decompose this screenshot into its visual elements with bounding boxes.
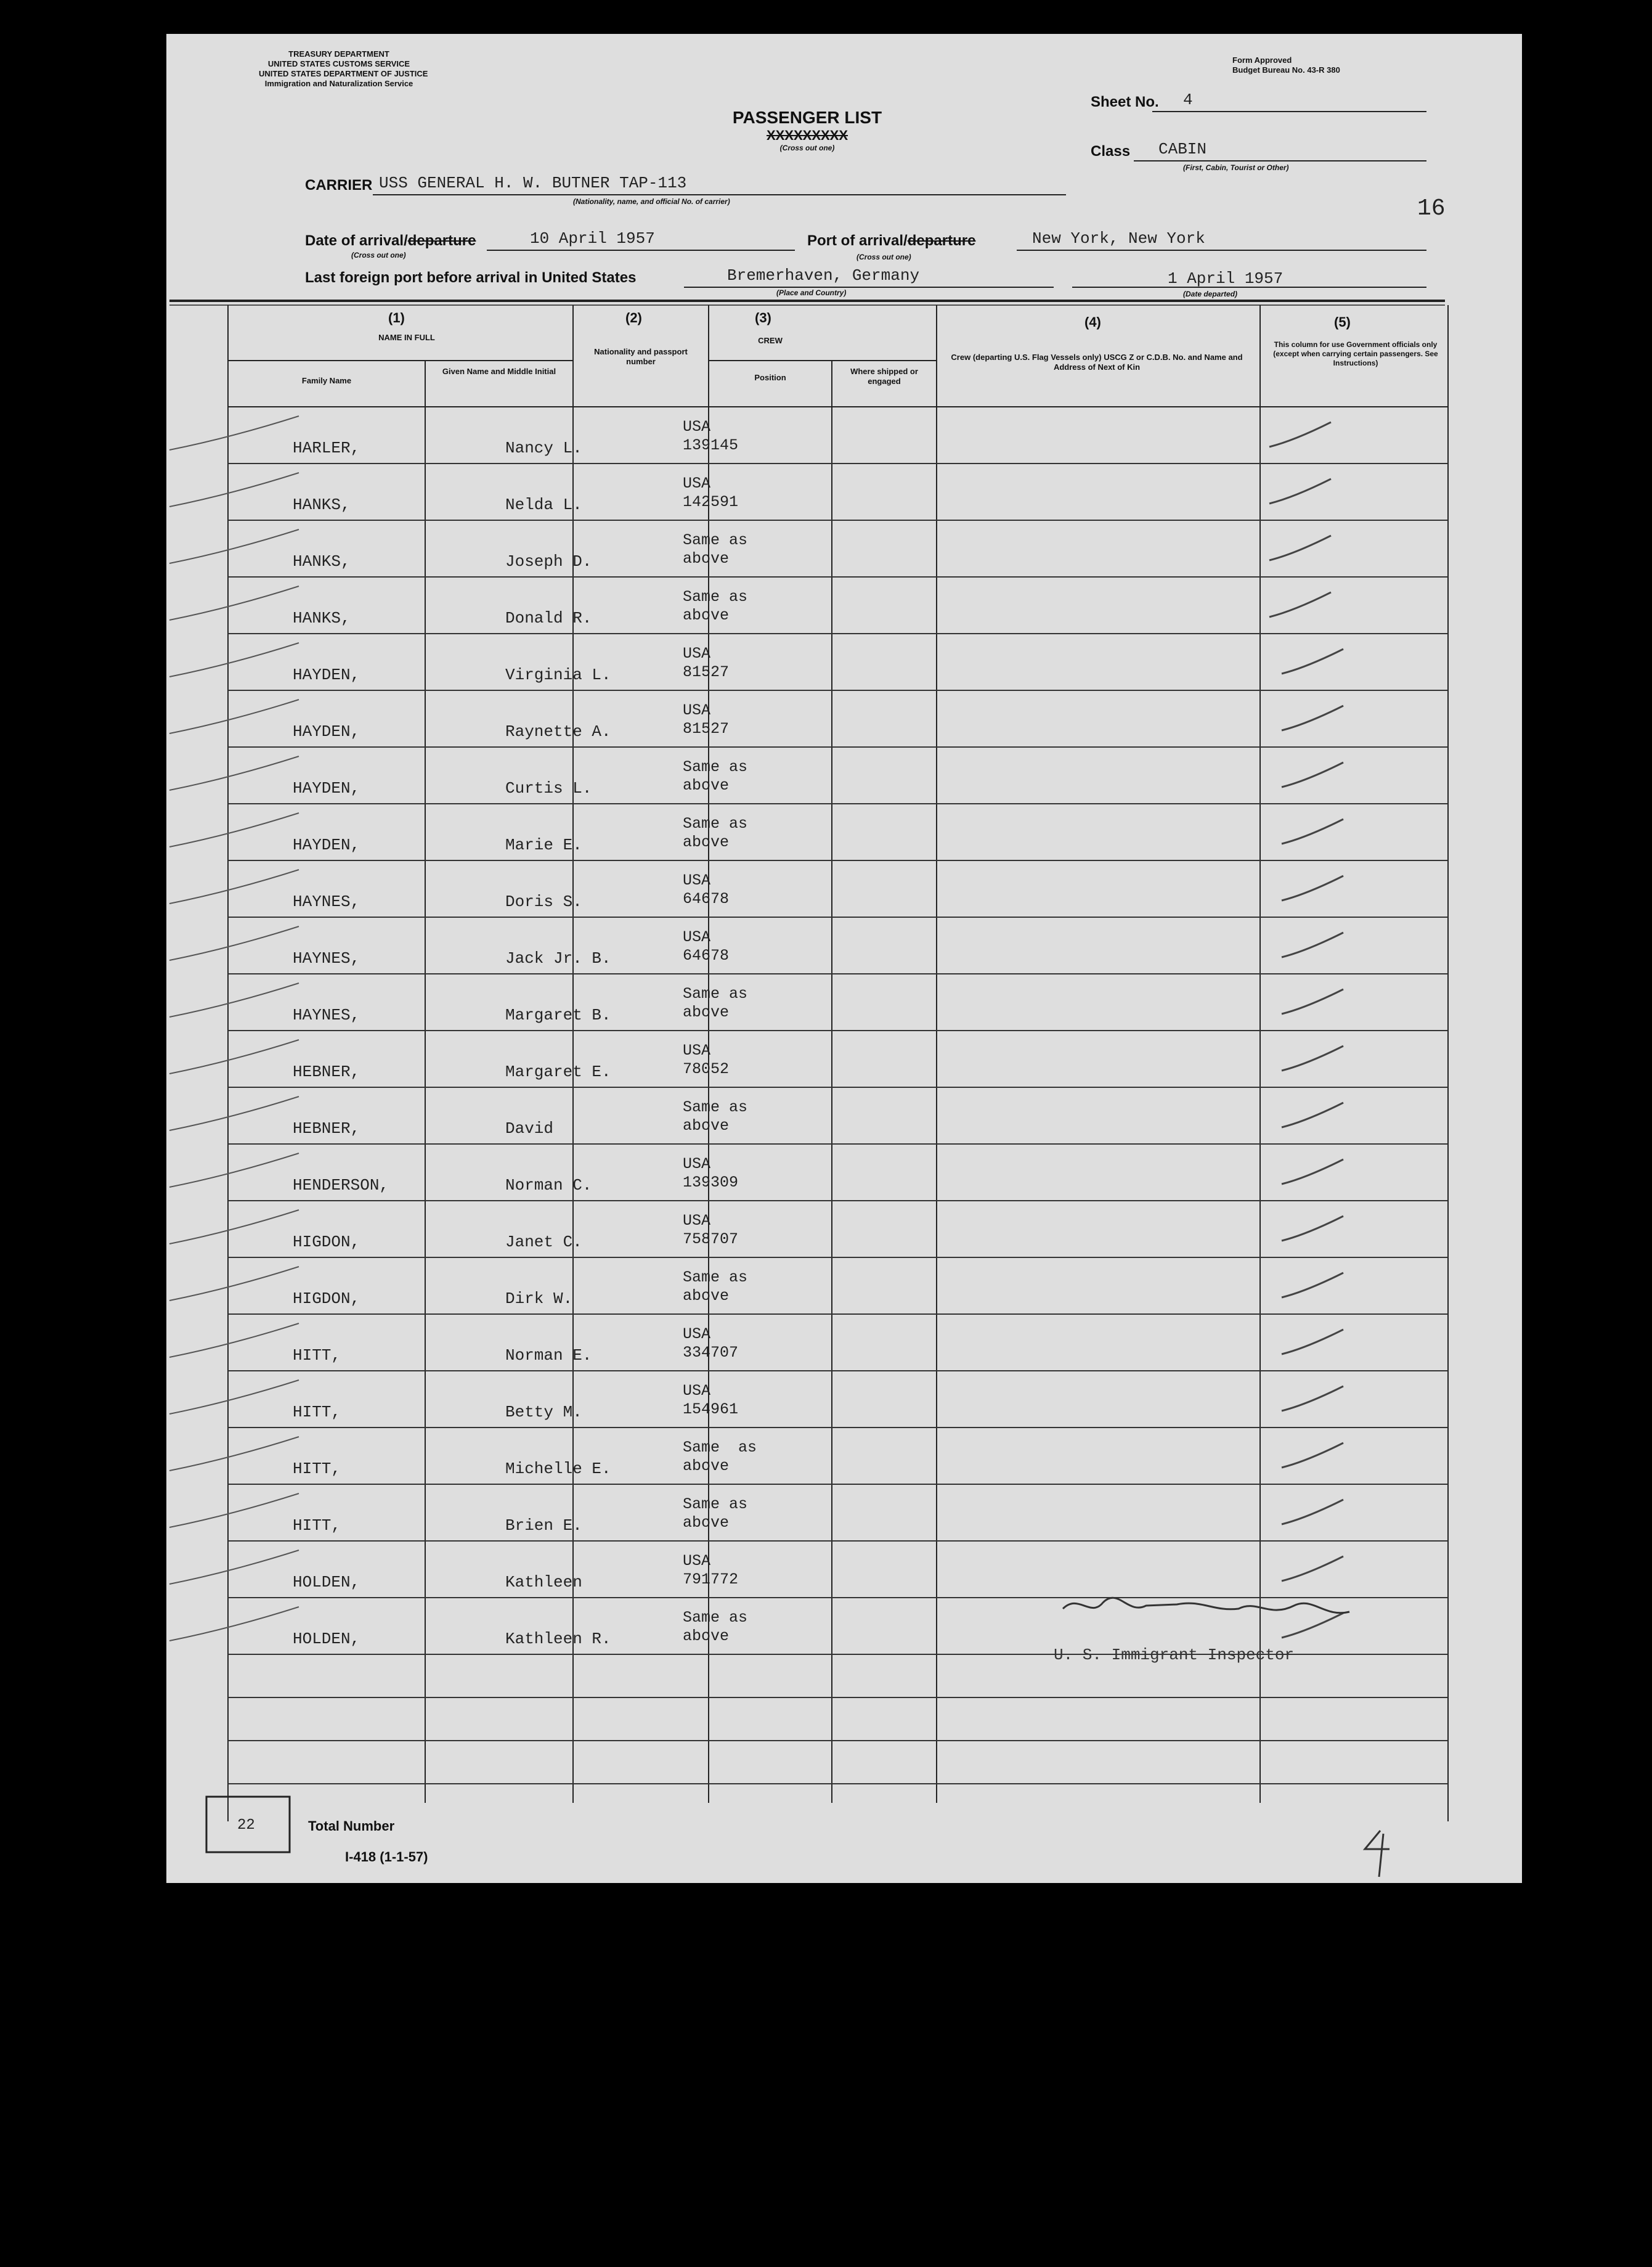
given-name: Raynette A. bbox=[505, 722, 611, 741]
passport-number: 139145 bbox=[683, 436, 739, 454]
col3b-header: Where shipped or engaged bbox=[850, 367, 918, 386]
inspector-check-mark bbox=[1282, 1273, 1343, 1297]
family-name: HAYDEN, bbox=[293, 779, 360, 798]
col5-number: (5) bbox=[1334, 314, 1351, 330]
given-name: Dirk W. bbox=[505, 1289, 573, 1308]
family-name: HEBNER, bbox=[293, 1119, 360, 1138]
family-name: HITT, bbox=[293, 1403, 341, 1421]
inspector-title: U. S. Immigrant Inspector bbox=[1054, 1646, 1295, 1664]
nationality: USA bbox=[683, 928, 711, 946]
inspector-check-mark bbox=[1269, 536, 1331, 560]
tally-slash bbox=[169, 529, 299, 563]
passport-number: above bbox=[683, 550, 730, 568]
tally-slash bbox=[169, 416, 299, 450]
passport-number: above bbox=[683, 1287, 730, 1305]
inspector-check-mark bbox=[1282, 1046, 1343, 1071]
tally-slash bbox=[169, 756, 299, 790]
passport-number: 78052 bbox=[683, 1060, 730, 1078]
passport-number: above bbox=[683, 1514, 730, 1532]
col5-header: This column for use Government officials only (except when carrying certain passengers. See Instructions) bbox=[1273, 340, 1438, 367]
passport-number: above bbox=[683, 833, 730, 851]
inspector-check-mark bbox=[1282, 876, 1343, 901]
given-name: Brien E. bbox=[505, 1516, 582, 1535]
given-name: Curtis L. bbox=[505, 779, 592, 798]
nationality: Same as bbox=[683, 815, 748, 833]
inspector-check-mark bbox=[1282, 1556, 1343, 1581]
nationality: USA bbox=[683, 701, 711, 719]
given-name: Margaret E. bbox=[505, 1063, 611, 1081]
carrier-value: USS GENERAL H. W. BUTNER TAP-113 bbox=[379, 174, 687, 192]
tally-slash bbox=[169, 926, 299, 960]
nationality: USA bbox=[683, 1382, 711, 1400]
inspector-check-mark bbox=[1282, 1613, 1343, 1638]
given-name: David bbox=[505, 1119, 554, 1138]
col1-title: NAME IN FULL bbox=[378, 333, 435, 342]
nationality: USA bbox=[683, 1552, 711, 1570]
inspector-check-mark bbox=[1282, 989, 1343, 1014]
col4-number: (4) bbox=[1084, 314, 1101, 330]
departed-note: (Date departed) bbox=[1183, 290, 1238, 298]
passport-number: 64678 bbox=[683, 890, 730, 908]
tally-slash bbox=[169, 586, 299, 620]
family-name: HARLER, bbox=[293, 439, 360, 457]
passport-number: 334707 bbox=[683, 1344, 739, 1362]
inspector-check-mark bbox=[1282, 819, 1343, 844]
nationality: USA bbox=[683, 418, 711, 436]
page-title: PASSENGER LIST bbox=[732, 108, 882, 127]
given-name: Jack Jr. B. bbox=[505, 949, 611, 968]
port-value: New York, New York bbox=[1032, 229, 1205, 248]
given-name: Janet C. bbox=[505, 1233, 582, 1251]
total-label: Total Number bbox=[308, 1818, 395, 1834]
given-name: Kathleen R. bbox=[505, 1630, 611, 1648]
family-name: HENDERSON, bbox=[293, 1176, 389, 1195]
given-name: Kathleen bbox=[505, 1573, 582, 1591]
family-name: HANKS, bbox=[293, 496, 351, 514]
inspector-check-mark bbox=[1282, 1500, 1343, 1524]
tally-slash bbox=[169, 870, 299, 904]
given-name: Margaret B. bbox=[505, 1006, 611, 1024]
col2-header: Nationality and passport number bbox=[594, 347, 688, 366]
family-name: HANKS, bbox=[293, 552, 351, 571]
passport-number: 64678 bbox=[683, 947, 730, 965]
inspector-check-mark bbox=[1269, 592, 1331, 617]
tally-slash bbox=[169, 1493, 299, 1527]
agency-line: UNITED STATES DEPARTMENT OF JUSTICE bbox=[259, 69, 428, 78]
family-name: HAYNES, bbox=[293, 893, 360, 911]
inspector-check-mark bbox=[1282, 1159, 1343, 1184]
family-name: HIGDON, bbox=[293, 1289, 360, 1308]
handwritten-four bbox=[1365, 1831, 1390, 1877]
tally-slash bbox=[169, 473, 299, 507]
col1b-header: Given Name and Middle Initial bbox=[442, 367, 556, 376]
nationality: USA bbox=[683, 1042, 711, 1060]
family-name: HAYDEN, bbox=[293, 722, 360, 741]
inspector-check-mark bbox=[1282, 1330, 1343, 1354]
inspector-check-mark bbox=[1282, 1216, 1343, 1241]
nationality: Same as bbox=[683, 1495, 748, 1513]
nationality: USA bbox=[683, 1212, 711, 1230]
col1a-header: Family Name bbox=[301, 376, 352, 385]
passport-number: 81527 bbox=[683, 720, 730, 738]
family-name: HAYNES, bbox=[293, 949, 360, 968]
title-struck: XXXXXXXXX bbox=[766, 128, 848, 143]
lastport-label: Last foreign port before arrival in United States bbox=[305, 269, 637, 286]
tally-slash bbox=[169, 813, 299, 847]
form-number: I-418 (1-1-57) bbox=[345, 1849, 428, 1865]
inspector-check-mark bbox=[1282, 762, 1343, 787]
inspector-check-mark bbox=[1282, 706, 1343, 730]
port-label: Port of arrival/departure bbox=[807, 232, 976, 249]
family-name: HOLDEN, bbox=[293, 1573, 360, 1591]
departed-value: 1 April 1957 bbox=[1168, 269, 1284, 288]
page-number: 16 bbox=[1417, 195, 1446, 222]
tally-slash bbox=[169, 1267, 299, 1301]
passport-number: above bbox=[683, 1117, 730, 1135]
tally-slash bbox=[169, 1210, 299, 1244]
nationality: Same as bbox=[683, 985, 748, 1003]
family-name: HAYDEN, bbox=[293, 666, 360, 684]
family-name: HEBNER, bbox=[293, 1063, 360, 1081]
family-name: HOLDEN, bbox=[293, 1630, 360, 1648]
inspector-check-mark bbox=[1282, 649, 1343, 674]
tally-slash bbox=[169, 643, 299, 677]
passport-number: above bbox=[683, 1627, 730, 1645]
sheet-label: Sheet No. bbox=[1091, 94, 1159, 110]
title-note: (Cross out one) bbox=[779, 144, 835, 152]
passport-number: 791772 bbox=[683, 1571, 739, 1588]
passport-number: 81527 bbox=[683, 663, 730, 681]
nationality: Same as bbox=[683, 588, 748, 606]
sheet-value: 4 bbox=[1183, 91, 1193, 109]
tally-slash bbox=[169, 1550, 299, 1584]
col1-number: (1) bbox=[388, 310, 405, 325]
given-name: Michelle E. bbox=[505, 1460, 611, 1478]
passport-number: above bbox=[683, 777, 730, 794]
family-name: HAYDEN, bbox=[293, 836, 360, 854]
family-name: HITT, bbox=[293, 1346, 341, 1365]
agency-line: Immigration and Naturalization Service bbox=[264, 79, 413, 88]
passport-number: 758707 bbox=[683, 1230, 739, 1248]
tally-slash bbox=[169, 1323, 299, 1357]
nationality: Same as bbox=[683, 758, 748, 776]
given-name: Nancy L. bbox=[505, 439, 582, 457]
tally-slash bbox=[169, 1153, 299, 1187]
form-approved-line: Budget Bureau No. 43-R 380 bbox=[1232, 65, 1340, 75]
inspector-signature bbox=[1063, 1598, 1349, 1613]
tally-slash bbox=[169, 1437, 299, 1471]
inspector-check-mark bbox=[1282, 1443, 1343, 1468]
nationality: Same as bbox=[683, 1439, 757, 1456]
agency-line: UNITED STATES CUSTOMS SERVICE bbox=[267, 59, 410, 68]
class-label: Class bbox=[1091, 143, 1131, 160]
given-name: Doris S. bbox=[505, 893, 582, 911]
col3-number: (3) bbox=[755, 310, 771, 325]
total-value: 22 bbox=[237, 1817, 255, 1834]
nationality: USA bbox=[683, 475, 711, 492]
given-name: Virginia L. bbox=[505, 666, 611, 684]
passport-number: 142591 bbox=[683, 493, 739, 511]
lastport-value: Bremerhaven, Germany bbox=[727, 266, 920, 285]
date-note: (Cross out one) bbox=[351, 251, 406, 259]
tally-slash bbox=[169, 1380, 299, 1414]
given-name: Nelda L. bbox=[505, 496, 582, 514]
passport-number: above bbox=[683, 607, 730, 624]
tally-slash bbox=[169, 1040, 299, 1074]
nationality: USA bbox=[683, 872, 711, 889]
tally-slash bbox=[169, 700, 299, 733]
nationality: USA bbox=[683, 645, 711, 663]
nationality: Same as bbox=[683, 1098, 748, 1116]
tally-slash bbox=[169, 1097, 299, 1130]
agency-line: TREASURY DEPARTMENT bbox=[288, 49, 389, 59]
carrier-note: (Nationality, name, and official No. of carrier) bbox=[573, 197, 730, 206]
col3a-header: Position bbox=[754, 373, 786, 382]
nationality: USA bbox=[683, 1325, 711, 1343]
given-name: Norman C. bbox=[505, 1176, 592, 1195]
nationality: Same as bbox=[683, 531, 748, 549]
col4-header: Crew (departing U.S. Flag Vessels only) USCG Z or C.D.B. No. and Name and Address of Next of Kin bbox=[951, 353, 1243, 372]
family-name: HAYNES, bbox=[293, 1006, 360, 1024]
family-name: HANKS, bbox=[293, 609, 351, 627]
given-name: Norman E. bbox=[505, 1346, 592, 1365]
given-name: Donald R. bbox=[505, 609, 592, 627]
passport-number: above bbox=[683, 1457, 730, 1475]
nationality: Same as bbox=[683, 1609, 748, 1627]
class-note: (First, Cabin, Tourist or Other) bbox=[1183, 163, 1289, 172]
inspector-check-mark bbox=[1269, 479, 1331, 504]
passport-number: above bbox=[683, 1003, 730, 1021]
tally-slash bbox=[169, 1607, 299, 1641]
inspector-check-mark bbox=[1282, 933, 1343, 957]
class-value: CABIN bbox=[1158, 140, 1207, 158]
passenger-list-sheet bbox=[166, 34, 1522, 1883]
col2-number: (2) bbox=[625, 310, 642, 325]
date-label: Date of arrival/departure bbox=[305, 232, 476, 249]
given-name: Betty M. bbox=[505, 1403, 582, 1421]
nationality: USA bbox=[683, 1155, 711, 1173]
col3-title: CREW bbox=[758, 336, 783, 345]
family-name: HITT, bbox=[293, 1460, 341, 1478]
tally-slash bbox=[169, 983, 299, 1017]
carrier-label: CARRIER bbox=[305, 177, 373, 194]
family-name: HIGDON, bbox=[293, 1233, 360, 1251]
inspector-check-mark bbox=[1269, 422, 1331, 447]
passport-number: 139309 bbox=[683, 1174, 739, 1191]
given-name: Joseph D. bbox=[505, 552, 592, 571]
form-approved-line: Form Approved bbox=[1232, 55, 1292, 65]
family-name: HITT, bbox=[293, 1516, 341, 1535]
inspector-check-mark bbox=[1282, 1386, 1343, 1411]
table-grid bbox=[166, 34, 1522, 1883]
inspector-check-mark bbox=[1282, 1103, 1343, 1127]
date-value: 10 April 1957 bbox=[530, 229, 655, 248]
given-name: Marie E. bbox=[505, 836, 582, 854]
passport-number: 154961 bbox=[683, 1400, 739, 1418]
port-note: (Cross out one) bbox=[857, 253, 911, 261]
lastport-note: (Place and Country) bbox=[776, 288, 847, 297]
nationality: Same as bbox=[683, 1268, 748, 1286]
